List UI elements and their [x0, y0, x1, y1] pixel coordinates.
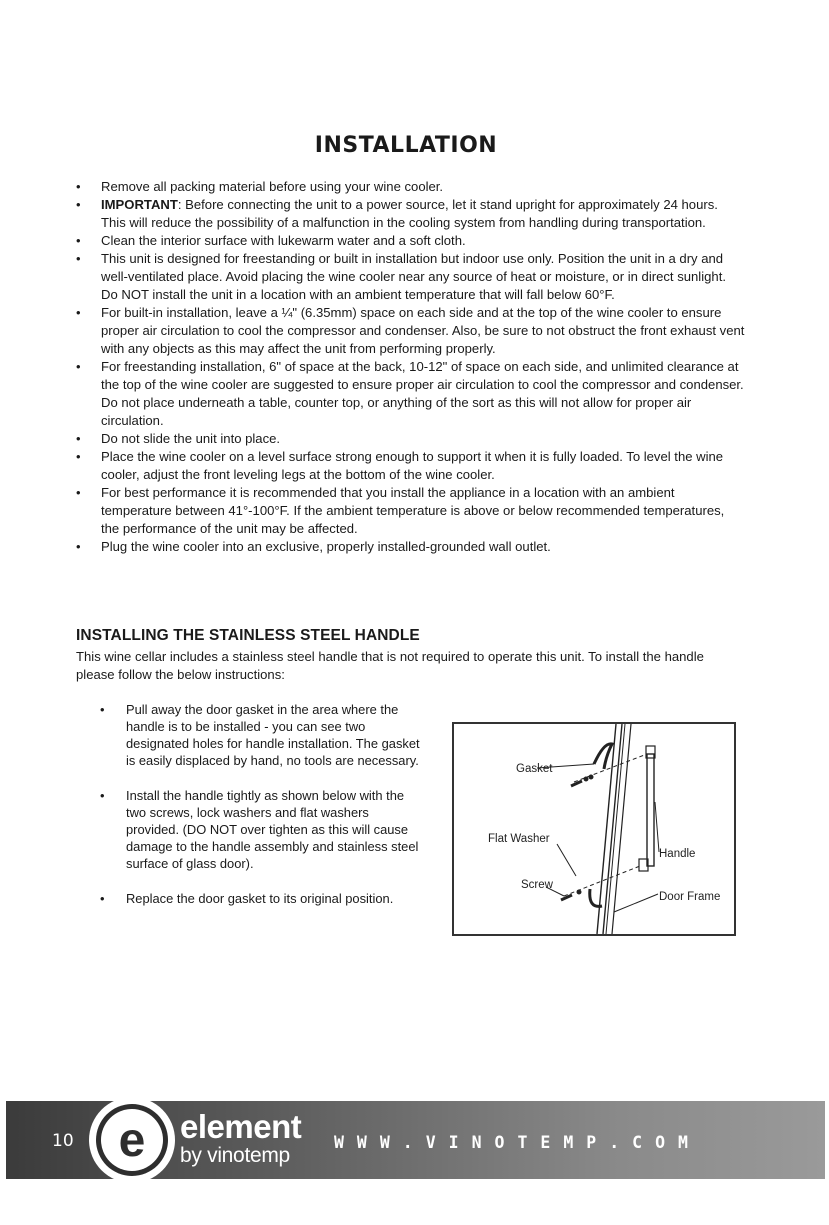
handle-installation-diagram	[452, 722, 736, 936]
bullet-text: For best performance it is recommended that you install the appliance in a location with an ambient temperature between 41°-100°F. If the ambient temperature is above or below recommended temperatures, the performance of the unit may be affected.	[101, 485, 725, 536]
website-url: WWW.VINOTEMP.COM	[334, 1133, 701, 1152]
brand-wordmark	[180, 1108, 302, 1167]
alignment-dashes	[564, 754, 647, 896]
section-intro: This wine cellar includes a stainless steel handle that is not required to operate this unit. To install the handle please follow the below instructions:	[76, 649, 704, 682]
list-item	[76, 538, 746, 556]
bullet-text: For built-in installation, leave a ¼" (6.35mm) space on each side and at the top of the wine cooler to ensure proper air circulation to cool the compressor and condenser. Also, be sure to not obstruct the front exhaust vent with any objects as this may affect the unit from performing properly.	[101, 305, 745, 356]
bullet-text: Do not slide the unit into place.	[101, 431, 281, 446]
leader-lines	[537, 764, 659, 912]
brand-logo-icon	[86, 1094, 178, 1186]
bullet-text: Remove all packing material before using your wine cooler.	[101, 179, 444, 194]
label-flat-washer: Flat Washer	[488, 833, 550, 845]
bullet-text: Place the wine cooler on a level surface strong enough to support it when it is fully loaded. To level the wine cooler, adjust the front leveling legs at the bottom of the wine cooler.	[101, 449, 724, 482]
handle-diagram-drawing	[454, 724, 734, 934]
bullet-text: For freestanding installation, 6" of space at the back, 10-12" of space on each side, and unlimited clearance at the top of the wine cooler are suggested to ensure proper air circulation to cool the compressor and condenser. Do not place underneath a table, counter top, or anything of the sort as this will not allow for proper air circulation.	[101, 359, 744, 428]
page-number: 10	[52, 1131, 74, 1151]
installation-bullet-list	[76, 178, 746, 556]
bullet-bold-lead: IMPORTANT	[101, 197, 178, 212]
bullet-text: : Before connecting the unit to a power source, let it stand upright for approximately 24 hours. This will reduce the possibility of a malfunction in the cooling system from handling during transportation.	[101, 197, 718, 230]
screw-parts	[561, 775, 593, 900]
list-item	[76, 448, 746, 484]
label-door-frame: Door Frame	[659, 891, 721, 903]
list-item	[76, 484, 746, 538]
handle-bar-shape	[639, 746, 655, 871]
list-item	[76, 178, 746, 196]
bullet-text: Clean the interior surface with lukewarm water and a soft cloth.	[101, 233, 466, 248]
list-item	[76, 232, 746, 250]
list-item: • Replace the door gasket to its original position.	[100, 890, 420, 907]
label-screw: Screw	[521, 879, 553, 891]
gasket-shape	[594, 744, 612, 769]
door-frame-lines	[597, 724, 631, 934]
bullet-text: Plug the wine cooler into an exclusive, properly installed-grounded wall outlet.	[101, 539, 551, 554]
brand-line-vinotemp: by vinotemp	[180, 1144, 290, 1167]
section-heading-handle: INSTALLING THE STAINLESS STEEL HANDLE	[76, 627, 420, 644]
list-item: • Pull away the door gasket in the area where the handle is to be installed - you can see two designated holes for handle installation. The gasket is easily displaced by hand, no tools are necessary.	[100, 701, 420, 769]
logo-letter: e	[118, 1114, 146, 1167]
list-item	[76, 358, 746, 430]
handle-steps-list	[100, 701, 420, 925]
label-handle: Handle	[659, 848, 696, 860]
label-gasket: Gasket	[516, 763, 553, 775]
list-item	[76, 430, 746, 448]
list-item	[76, 196, 746, 232]
bullet-text: This unit is designed for freestanding or built in installation but indoor use only. Position the unit in a dry and well-ventilated place. Avoid placing the wine cooler near any source of heat or moisture, or in direct sunlight. Do NOT install the unit in a location with an ambient temperature that will fall below 60°F.	[101, 251, 726, 302]
brand-line-element: element	[180, 1108, 302, 1145]
list-item	[76, 250, 746, 304]
list-item: • Install the handle tightly as shown below with the two screws, lock washers and flat washers provided. (DO NOT over tighten as this will cause damage to the handle assembly and stainless steel surface of glass door).	[100, 787, 420, 872]
page-title: INSTALLATION	[314, 133, 498, 158]
list-item	[76, 304, 746, 358]
